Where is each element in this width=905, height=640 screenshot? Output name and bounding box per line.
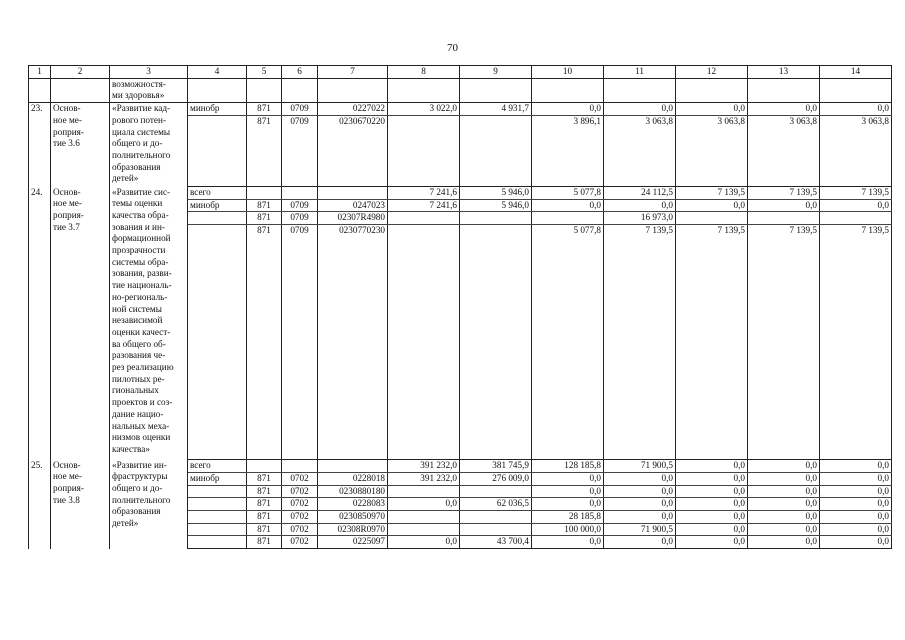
value-cell-10: [532, 212, 604, 225]
value-cell-12: 0,0: [676, 199, 748, 212]
value-cell-10: 0,0: [532, 485, 604, 498]
value-cell-9: 5 946,0: [460, 199, 532, 212]
executor-cell: [188, 536, 247, 549]
value-cell-7: [318, 187, 388, 200]
value-cell-10: 0,0: [532, 536, 604, 549]
value-cell-7: 0230850970: [318, 510, 388, 523]
value-cell-12: 0,0: [676, 103, 748, 116]
page-number: 70: [447, 42, 458, 54]
value-cell-11: 71 900,5: [604, 523, 676, 536]
measure-type: Основ- ное ме- роприя- тие 3.7: [51, 187, 110, 460]
value-cell-14: 0,0: [820, 523, 892, 536]
value-cell-9: 381 745,9: [460, 460, 532, 473]
value-cell-9: 5 946,0: [460, 187, 532, 200]
column-number-6: 6: [282, 66, 318, 79]
value-cell-9: [460, 225, 532, 460]
value-cell-8: [388, 485, 460, 498]
value-cell-7: 0230670220: [318, 115, 388, 186]
value-cell-8: 391 232,0: [388, 460, 460, 473]
empty-cell: [388, 78, 460, 102]
executor-cell: всего: [188, 460, 247, 473]
table-row: [29, 460, 892, 473]
value-cell-6: 0709: [282, 115, 318, 186]
value-cell-11: 16 973,0: [604, 212, 676, 225]
value-cell-8: [388, 523, 460, 536]
value-cell-12: 0,0: [676, 485, 748, 498]
value-cell-14: 3 063,8: [820, 115, 892, 186]
value-cell-5: 871: [247, 510, 282, 523]
value-cell-10: 0,0: [532, 199, 604, 212]
value-cell-14: 0,0: [820, 103, 892, 116]
value-cell-8: [388, 225, 460, 460]
value-cell-14: 0,0: [820, 472, 892, 485]
value-cell-10: 3 896,1: [532, 115, 604, 186]
value-cell-8: 0,0: [388, 498, 460, 511]
value-cell-10: 0,0: [532, 498, 604, 511]
continued-name-cell: возможностя- ми здоровья»: [110, 78, 188, 102]
value-cell-5: 871: [247, 498, 282, 511]
empty-cell: [676, 78, 748, 102]
item-number: 23.: [29, 103, 51, 187]
table-row: [29, 187, 892, 200]
value-cell-5: [247, 187, 282, 200]
value-cell-6: [282, 460, 318, 473]
value-cell-5: 871: [247, 485, 282, 498]
value-cell-5: 871: [247, 523, 282, 536]
value-cell-11: 7 139,5: [604, 225, 676, 460]
value-cell-13: 0,0: [748, 536, 820, 549]
measure-name: «Развитие сис- темы оценки качества обра- зования и ин- формационной прозрачности системы обра- зования, разви- тие националь- но-региональ- ной системы независимой оценки качест- ва общего об- разования че- рез реализацию пилотных ре- гиональных проектов и соз- дание нацио- нальных меха- низмов оценки качества»: [110, 187, 188, 460]
value-cell-11: 0,0: [604, 536, 676, 549]
value-cell-6: 0709: [282, 225, 318, 460]
value-cell-5: [247, 460, 282, 473]
value-cell-11: 24 112,5: [604, 187, 676, 200]
executor-cell: [188, 485, 247, 498]
value-cell-13: 0,0: [748, 199, 820, 212]
empty-cell: [532, 78, 604, 102]
value-cell-12: 0,0: [676, 498, 748, 511]
empty-cell: [460, 78, 532, 102]
value-cell-9: 276 009,0: [460, 472, 532, 485]
value-cell-9: [460, 523, 532, 536]
value-cell-6: 0702: [282, 523, 318, 536]
value-cell-13: 7 139,5: [748, 225, 820, 460]
measure-name: «Развитие ин- фраструктуры общего и до- полнительного образования детей»: [110, 460, 188, 549]
value-cell-8: [388, 212, 460, 225]
value-cell-12: 0,0: [676, 536, 748, 549]
value-cell-8: 391 232,0: [388, 472, 460, 485]
executor-cell: [188, 212, 247, 225]
value-cell-11: 0,0: [604, 472, 676, 485]
value-cell-7: 02307R4980: [318, 212, 388, 225]
value-cell-14: 0,0: [820, 498, 892, 511]
value-cell-5: 871: [247, 536, 282, 549]
value-cell-13: [748, 212, 820, 225]
item-number: 24.: [29, 187, 51, 460]
value-cell-12: 0,0: [676, 472, 748, 485]
empty-cell: [282, 78, 318, 102]
value-cell-6: [282, 187, 318, 200]
value-cell-13: 0,0: [748, 472, 820, 485]
value-cell-10: 128 185,8: [532, 460, 604, 473]
value-cell-10: 100 000,0: [532, 523, 604, 536]
value-cell-12: 0,0: [676, 523, 748, 536]
column-number-9: 9: [460, 66, 532, 79]
column-number-5: 5: [247, 66, 282, 79]
value-cell-13: 0,0: [748, 485, 820, 498]
value-cell-5: 871: [247, 472, 282, 485]
value-cell-6: 0709: [282, 212, 318, 225]
column-number-11: 11: [604, 66, 676, 79]
value-cell-14: 0,0: [820, 460, 892, 473]
value-cell-7: 0230880180: [318, 485, 388, 498]
value-cell-13: 7 139,5: [748, 187, 820, 200]
value-cell-12: 0,0: [676, 460, 748, 473]
value-cell-13: 0,0: [748, 460, 820, 473]
value-cell-8: 7 241,6: [388, 187, 460, 200]
value-cell-7: 0247023: [318, 199, 388, 212]
column-number-3: 3: [110, 66, 188, 79]
value-cell-6: 0702: [282, 485, 318, 498]
value-cell-13: 0,0: [748, 103, 820, 116]
executor-cell: всего: [188, 187, 247, 200]
value-cell-13: 3 063,8: [748, 115, 820, 186]
executor-cell: [188, 115, 247, 186]
value-cell-11: 71 900,5: [604, 460, 676, 473]
value-cell-13: 0,0: [748, 523, 820, 536]
value-cell-14: 0,0: [820, 510, 892, 523]
value-cell-7: [318, 460, 388, 473]
column-number-10: 10: [532, 66, 604, 79]
measure-type: Основ- ное ме- роприя- тие 3.6: [51, 103, 110, 187]
value-cell-10: 0,0: [532, 103, 604, 116]
empty-cell: [820, 78, 892, 102]
empty-cell: [29, 78, 51, 102]
value-cell-6: 0709: [282, 199, 318, 212]
column-number-12: 12: [676, 66, 748, 79]
value-cell-9: [460, 115, 532, 186]
value-cell-6: 0709: [282, 103, 318, 116]
value-cell-6: 0702: [282, 472, 318, 485]
table-header-row: [29, 66, 892, 79]
table-row: [29, 103, 892, 116]
value-cell-14: 7 139,5: [820, 187, 892, 200]
value-cell-14: 0,0: [820, 536, 892, 549]
measure-type: Основ- ное ме- роприя- тие 3.8: [51, 460, 110, 549]
empty-cell: [318, 78, 388, 102]
value-cell-8: 7 241,6: [388, 199, 460, 212]
column-number-13: 13: [748, 66, 820, 79]
value-cell-11: 0,0: [604, 485, 676, 498]
value-cell-5: 871: [247, 225, 282, 460]
value-cell-10: 28 185,8: [532, 510, 604, 523]
value-cell-7: 0230770230: [318, 225, 388, 460]
value-cell-9: [460, 212, 532, 225]
value-cell-11: 0,0: [604, 510, 676, 523]
value-cell-9: 62 036,5: [460, 498, 532, 511]
value-cell-11: 3 063,8: [604, 115, 676, 186]
value-cell-9: [460, 510, 532, 523]
value-cell-14: 7 139,5: [820, 225, 892, 460]
value-cell-8: 0,0: [388, 536, 460, 549]
executor-cell: [188, 523, 247, 536]
column-number-8: 8: [388, 66, 460, 79]
column-number-2: 2: [51, 66, 110, 79]
value-cell-6: 0702: [282, 510, 318, 523]
value-cell-12: 7 139,5: [676, 187, 748, 200]
value-cell-5: 871: [247, 115, 282, 186]
value-cell-9: 43 700,4: [460, 536, 532, 549]
empty-cell: [188, 78, 247, 102]
column-number-7: 7: [318, 66, 388, 79]
value-cell-14: [820, 212, 892, 225]
executor-cell: [188, 225, 247, 460]
value-cell-7: 0228083: [318, 498, 388, 511]
value-cell-7: 0228018: [318, 472, 388, 485]
value-cell-12: [676, 212, 748, 225]
value-cell-13: 0,0: [748, 510, 820, 523]
value-cell-14: 0,0: [820, 199, 892, 212]
column-number-4: 4: [188, 66, 247, 79]
value-cell-12: 3 063,8: [676, 115, 748, 186]
empty-cell: [51, 78, 110, 102]
value-cell-8: [388, 115, 460, 186]
value-cell-6: 0702: [282, 536, 318, 549]
measure-name: «Развитие кад- рового потен- циала системы общего и до- полнительного образования детей»: [110, 103, 188, 187]
value-cell-12: 7 139,5: [676, 225, 748, 460]
executor-cell: [188, 510, 247, 523]
value-cell-9: 4 931,7: [460, 103, 532, 116]
value-cell-10: 5 077,8: [532, 225, 604, 460]
value-cell-11: 0,0: [604, 199, 676, 212]
executor-cell: минобр: [188, 103, 247, 116]
value-cell-6: 0702: [282, 498, 318, 511]
value-cell-14: 0,0: [820, 485, 892, 498]
column-number-14: 14: [820, 66, 892, 79]
value-cell-9: [460, 485, 532, 498]
value-cell-12: 0,0: [676, 510, 748, 523]
executor-cell: [188, 498, 247, 511]
value-cell-8: [388, 510, 460, 523]
budget-table: [28, 65, 892, 549]
empty-cell: [247, 78, 282, 102]
value-cell-5: 871: [247, 103, 282, 116]
value-cell-10: 0,0: [532, 472, 604, 485]
continued-row: [29, 78, 892, 102]
column-number-1: 1: [29, 66, 51, 79]
value-cell-7: 0225097: [318, 536, 388, 549]
value-cell-5: 871: [247, 199, 282, 212]
empty-cell: [748, 78, 820, 102]
value-cell-13: 0,0: [748, 498, 820, 511]
executor-cell: минобр: [188, 472, 247, 485]
value-cell-10: 5 077,8: [532, 187, 604, 200]
value-cell-11: 0,0: [604, 498, 676, 511]
value-cell-5: 871: [247, 212, 282, 225]
item-number: 25.: [29, 460, 51, 549]
executor-cell: минобр: [188, 199, 247, 212]
value-cell-7: 0227022: [318, 103, 388, 116]
value-cell-7: 02308R0970: [318, 523, 388, 536]
value-cell-8: 3 022,0: [388, 103, 460, 116]
value-cell-11: 0,0: [604, 103, 676, 116]
empty-cell: [604, 78, 676, 102]
